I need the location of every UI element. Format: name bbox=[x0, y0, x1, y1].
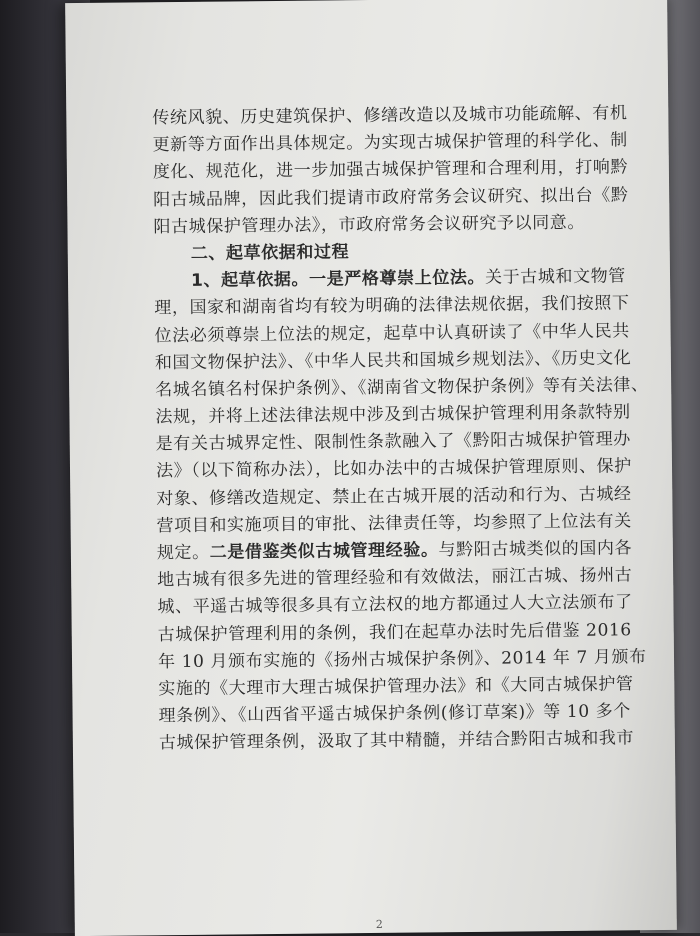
text-line: 古城保护管理利用的条例，我们在起草办法时先后借鉴 2016 bbox=[157, 619, 632, 645]
paragraph-text: 关于古城和文物管 bbox=[484, 266, 626, 288]
paragraph-lead: 1、起草依据。一是严格尊崇上位法。 bbox=[190, 267, 486, 291]
paragraph-emphasis: 二是借鉴类似古城管理经验。 bbox=[209, 540, 439, 563]
text-line: 理，国家和湖南省均有较为明确的法律法规依据，我们按照下 bbox=[154, 293, 630, 319]
text-line: 年 10 月颁布实施的《扬州古城保护条例》、2014 年 7 月颁布 bbox=[157, 646, 647, 672]
text-line: 对象、修缮改造规定、禁止在古城开展的活动和行为、古城经 bbox=[156, 483, 632, 509]
text-line: 城、平遥古城等很多具有立法权的地方都通过人大立法颁布了 bbox=[157, 592, 633, 618]
text-line: 地古城有很多先进的管理经验和有效做法，丽江古城、扬州古 bbox=[157, 565, 633, 591]
text-line: 名城名镇名村保护条例》、《湖南省文物保护条例》等有关法律、 bbox=[155, 374, 649, 401]
text-line: 法规，并将上述法律法规中涉及到古城保护管理利用条款特别 bbox=[155, 402, 631, 428]
text-line: 营项目和实施项目的审批、法律责任等，均参照了上位法有关 bbox=[156, 511, 632, 537]
text-line: 和国文物保护法》、《中华人民共和国城乡规划法》、《历史文化 bbox=[154, 347, 632, 373]
section-heading: 二、起草依据和过程 bbox=[190, 242, 350, 264]
text-line: 古城保护管理条例，汲取了其中精髓，并结合黔阳古城和我市 bbox=[158, 728, 635, 754]
text-line: 更新等方面作出具体规定。为实现古城保护管理的科学化、制 bbox=[152, 130, 628, 156]
text-line: 是有关古城界定性、限制性条款融入了《黔阳古城保护管理办 bbox=[155, 429, 632, 455]
text-line: 度化、规范化，进一步加强古城保护管理和合理利用，打响黔 bbox=[152, 157, 629, 183]
document-body bbox=[152, 100, 659, 758]
text-line: 理条例》、《山西省平遥古城保护条例(修订草案)》等 10 多个 bbox=[158, 701, 631, 727]
text-line: 阳古城品牌，因此我们提请市政府常务会议研究、拟出台《黔 bbox=[153, 184, 629, 210]
paragraph-text: 规定。 bbox=[156, 542, 210, 564]
text-line: 法》（以下简称办法），比如办法中的古城保护管理原则、保护 bbox=[155, 456, 632, 482]
text-line: 实施的《大理市大理古城保护管理办法》和《大同古城保护管 bbox=[158, 674, 634, 700]
page-number: 2 bbox=[375, 917, 383, 931]
text-line: 阳古城保护管理办法》，市政府常务会议研究予以同意。 bbox=[153, 212, 586, 238]
document-page bbox=[65, 0, 677, 936]
paragraph-text: 与黔阳古城类似的国内各 bbox=[438, 538, 633, 561]
text-line: 传统风貌、历史建筑保护、修缮改造以及城市功能疏解、有机 bbox=[152, 103, 628, 129]
text-line: 位法必须尊崇上位法的规定，起草中认真研读了《中华人民共 bbox=[154, 320, 630, 346]
